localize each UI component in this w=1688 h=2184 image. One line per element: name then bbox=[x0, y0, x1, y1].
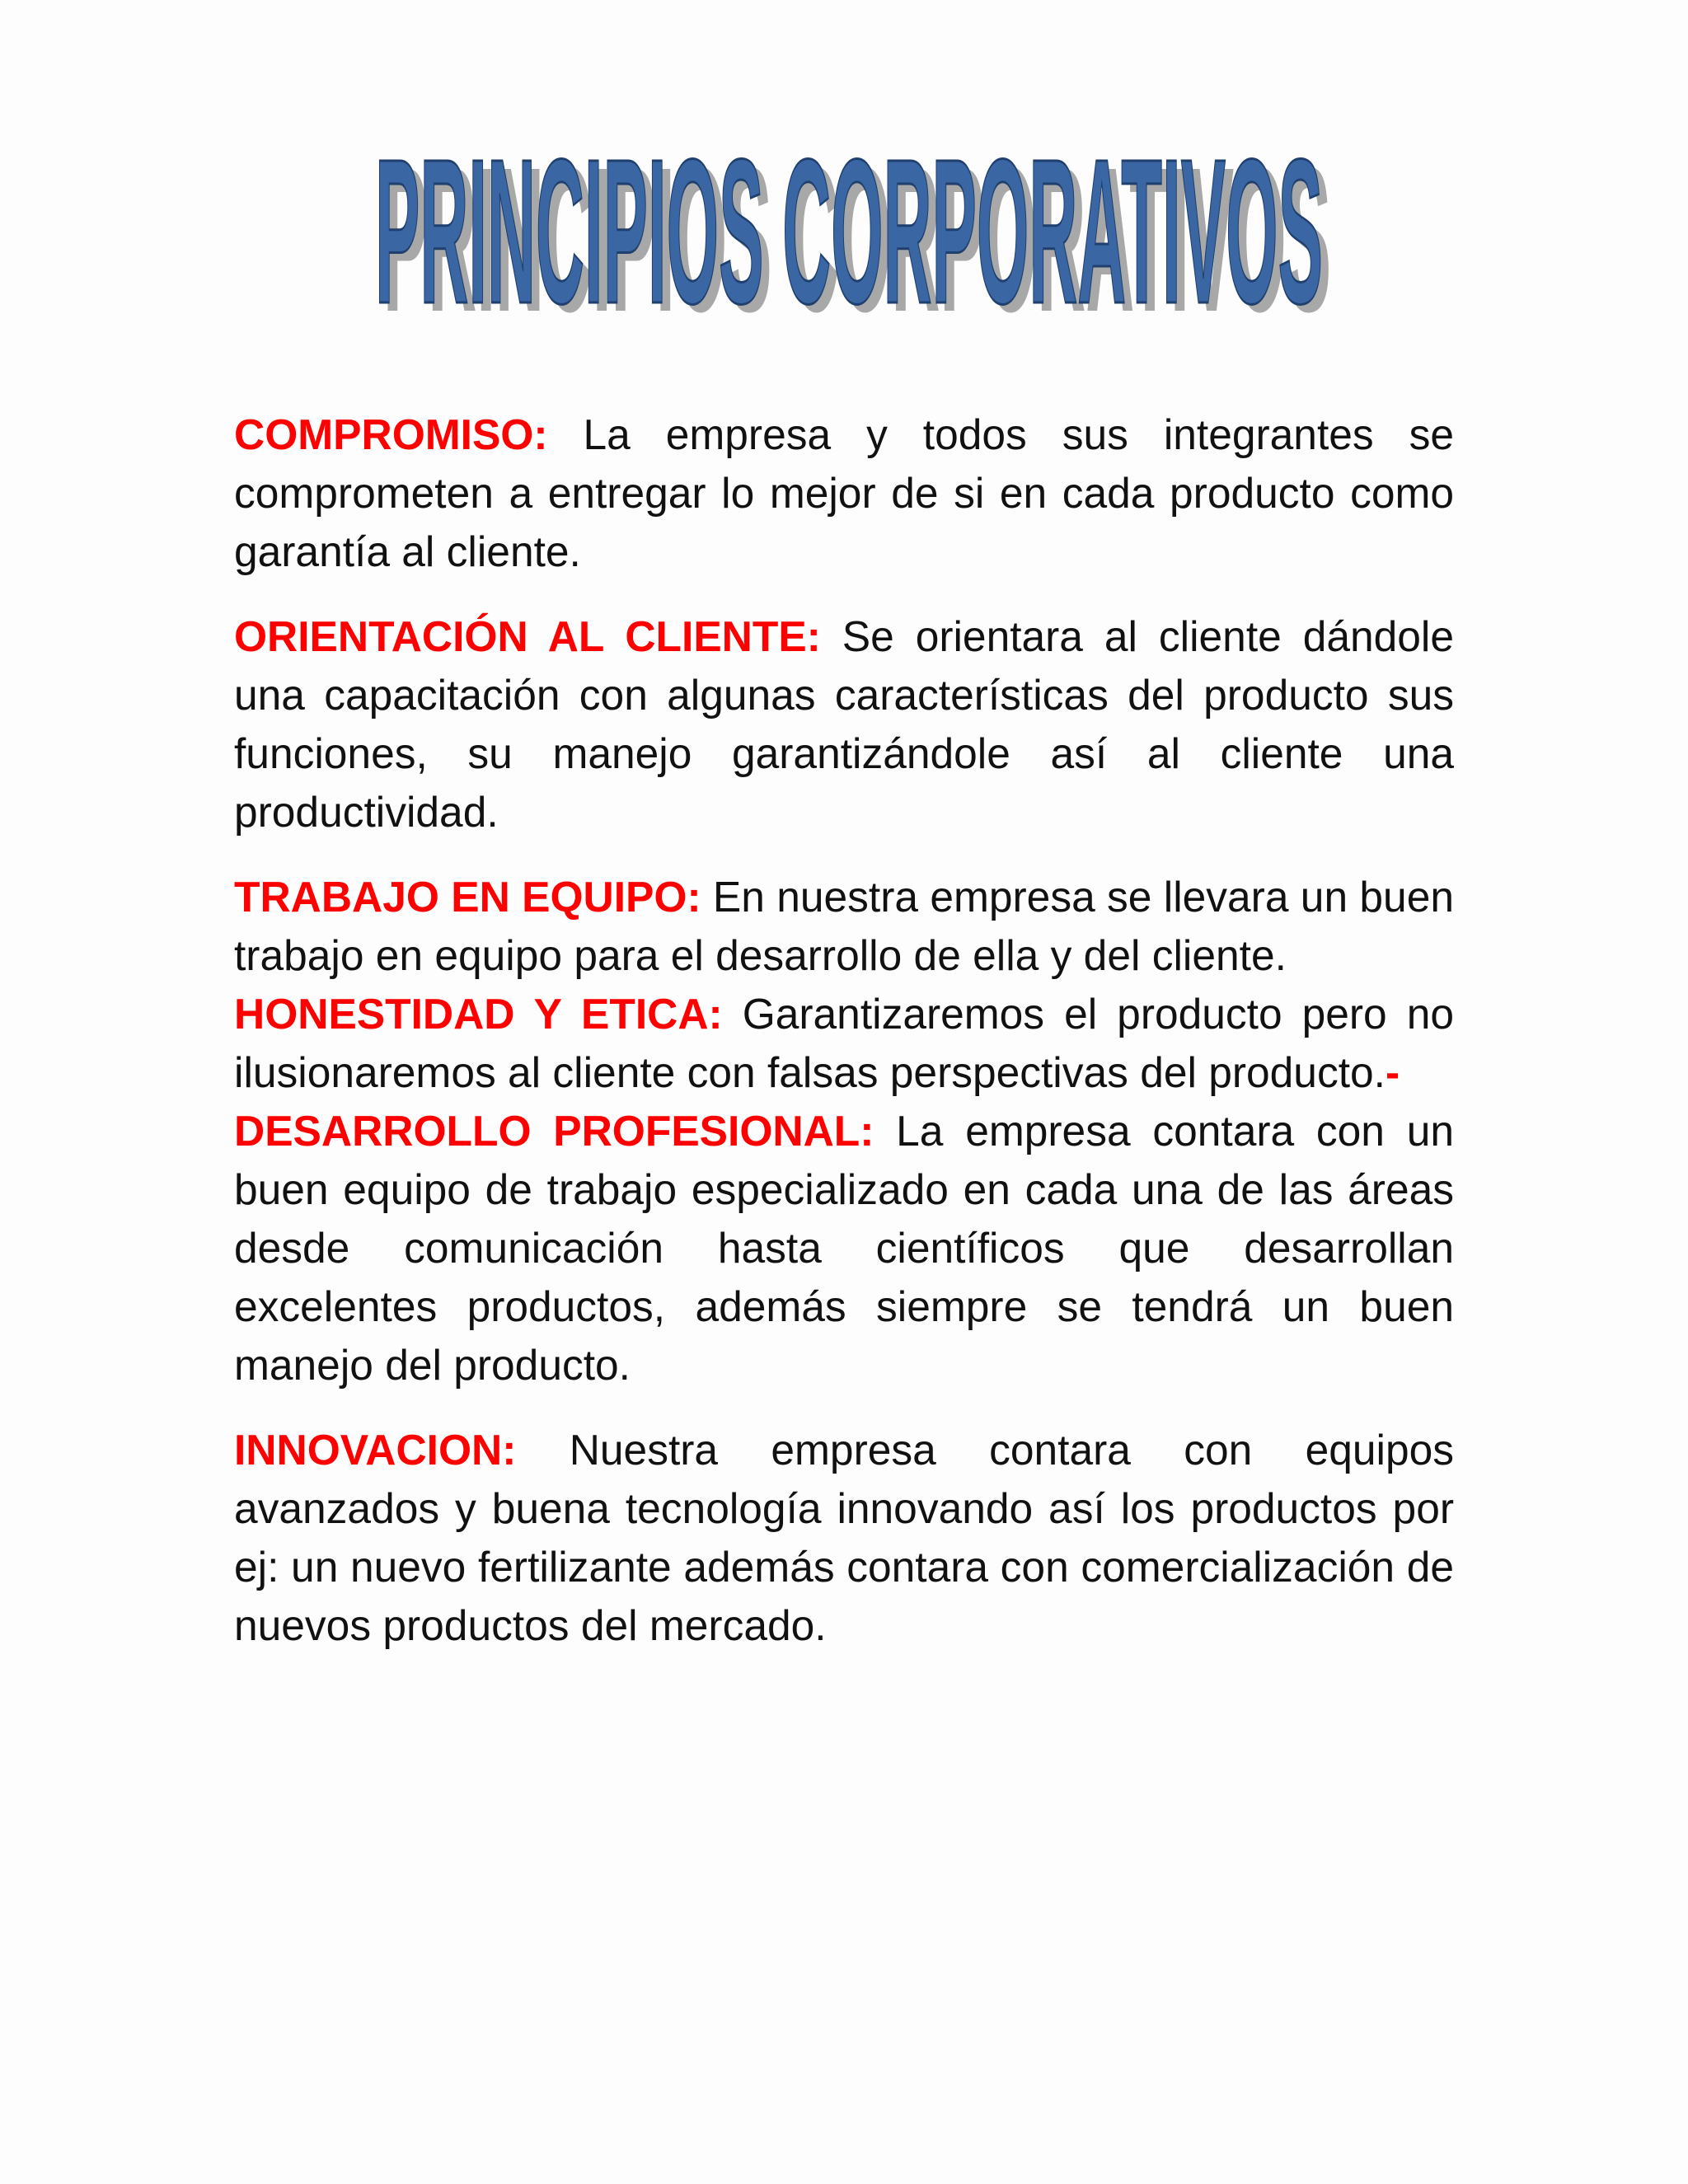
trailing-dash: - bbox=[1385, 1048, 1400, 1096]
page-title: PRINCIPIOS CORPORATIVOS bbox=[375, 116, 1323, 326]
section-text: La empresa y todos sus integrantes se comprometen a entregar lo mejor de si en cada producto como garantía al cliente. bbox=[234, 410, 1454, 575]
section-text: Garantizaremos el producto pero no ilusionaremos al cliente con falsas perspectivas del producto. bbox=[234, 990, 1454, 1096]
section-heading: TRABAJO EN EQUIPO: bbox=[234, 873, 701, 921]
page-title-wordart bbox=[0, 111, 1688, 326]
section-heading: INNOVACION: bbox=[234, 1426, 517, 1474]
section-text: En nuestra empresa se llevara un buen trabajo en equipo para el desarrollo de ella y del cliente. bbox=[234, 873, 1454, 979]
section-heading: DESARROLLO PROFESIONAL: bbox=[234, 1107, 874, 1155]
section-text: Se orientara al cliente dándole una capacitación con algunas características del producto sus funciones, su manejo garantizándole así al cliente una productividad. bbox=[234, 612, 1455, 836]
section-text: Nuestra empresa contara con equipos avanzados y buena tecnología innovando así los productos por ej: un nuevo fertilizante además contara con comercialización de nuevos productos del mercado. bbox=[234, 1426, 1454, 1649]
section-text: La empresa contara con un buen equipo de trabajo especializado en cada una de las áreas desde comunicación hasta científicos que desarrollan excelentes productos, además siempre se tendrá un buen manejo del producto. bbox=[234, 1107, 1454, 1389]
section-honestidad-y-etica bbox=[234, 985, 1454, 1102]
section-trabajo-en-equipo bbox=[234, 868, 1454, 985]
section-heading: COMPROMISO: bbox=[234, 410, 548, 458]
section-heading: HONESTIDAD Y ETICA: bbox=[234, 990, 723, 1038]
section-heading: ORIENTACIÓN AL CLIENTE: bbox=[234, 612, 821, 660]
page-title-banner bbox=[0, 111, 1688, 326]
section-compromiso bbox=[234, 405, 1454, 581]
section-innovacion bbox=[234, 1421, 1454, 1655]
section-orientacion-al-cliente bbox=[234, 607, 1454, 841]
document-body bbox=[234, 405, 1454, 1655]
section-desarrollo-profesional bbox=[234, 1102, 1454, 1394]
page-title-shadow: PRINCIPIOS CORPORATIVOS bbox=[383, 124, 1331, 326]
